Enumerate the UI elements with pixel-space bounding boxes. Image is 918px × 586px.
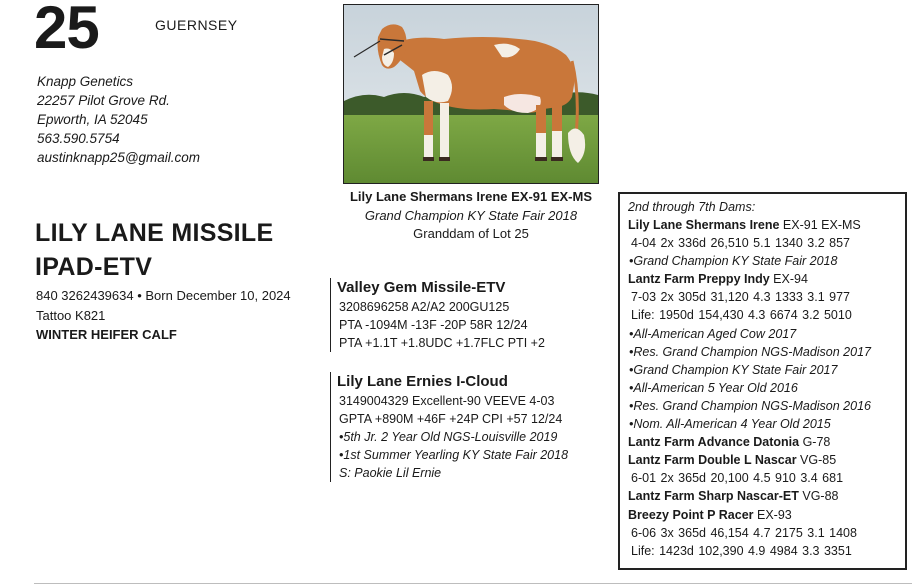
dam-entry [628,487,897,505]
photo-caption-name: Lily Lane Shermans Irene EX-91 EX-MS [349,189,593,204]
dam-name: Lily Lane Ernies I-Cloud [337,373,508,390]
consignor-email: austinknapp25@gmail.com [37,150,201,165]
dam-record: 4-04 2x 336d 26,510 5.1 1340 3.2 857 [631,236,850,251]
cow-photo [343,4,599,184]
consignor-address-line-2: Epworth, IA 52045 [37,112,148,127]
dam-award: •5th Jr. 2 Year Old NGS-Louisville 2019 [339,430,558,444]
dam-entry-score: EX-93 [753,507,792,522]
dam-block [330,372,568,482]
lot-number: 25 [34,0,99,61]
dam-entry-score: VG-88 [798,489,839,504]
animal-name-line-1: LILY LANE MISSILE [35,219,274,247]
dam-record: Life: 1950d 154,430 4.3 6674 3.2 5010 [631,308,852,323]
dam-entry-name: Lantz Farm Advance Datonia [628,435,800,450]
dam-entry [628,270,897,288]
cow-photo-icon [344,5,598,183]
extended-dams-box [618,192,907,570]
dam-record: Life: 1423d 102,390 4.9 4984 3.3 3351 [631,543,852,558]
dams-heading: 2nd through 7th Dams: [628,200,756,214]
dam-award: •Grand Champion KY State Fair 2017 [629,362,838,377]
breed-label: GUERNSEY [155,17,238,33]
tattoo: Tattoo K821 [36,307,106,323]
dam-entry-name: Breezy Point P Racer [628,507,754,522]
consignor-phone: 563.590.5754 [37,131,120,146]
consignor-block [37,72,200,167]
dam-entry-score: EX-91 EX-MS [779,218,861,232]
dam-sire: S: Paokie Lil Ernie [339,466,442,480]
photo-caption [330,188,612,244]
dam-award: •Res. Grand Champion NGS-Madison 2017 [629,344,871,359]
animal-name [35,216,315,284]
consignor-name: Knapp Genetics [37,74,134,89]
dam-award: •All-American Aged Cow 2017 [629,326,797,341]
dam-record: 6-01 2x 365d 20,100 4.5 910 3.4 681 [631,471,844,486]
dam-award: •Nom. All-American 4 Year Old 2015 [629,417,831,432]
dam-entry-name: Lantz Farm Double L Nascar [628,453,797,468]
animal-details [36,286,291,345]
dam-entry [628,451,897,469]
animal-name-line-2: IPAD-ETV [35,253,153,281]
registration-and-birthdate: 840 3262439634 • Born December 10, 2024 [36,288,291,303]
dam-entry-name: Lantz Farm Sharp Nascar-ET [628,489,799,504]
dam-award: •All-American 5 Year Old 2016 [629,380,798,395]
dam-entry-score: EX-94 [769,272,808,287]
dam-record: 7-03 2x 305d 31,120 4.3 1333 3.1 977 [631,290,850,305]
sire-line: PTA -1094M -13F -20P 58R 12/24 [339,318,528,332]
sire-name: Valley Gem Missile-ETV [337,279,506,296]
class-label: WINTER HEIFER CALF [36,327,177,342]
dam-award: •Res. Grand Champion NGS-Madison 2016 [629,398,871,413]
photo-caption-award: Grand Champion KY State Fair 2018 [364,207,578,223]
photo-caption-relation: Granddam of Lot 25 [413,226,529,241]
dam-entry-score: VG-85 [796,453,837,468]
dam-record: 6-06 3x 365d 46,154 4.7 2175 3.1 1408 [631,525,857,540]
dam-line: GPTA +890M +46F +24P CPI +57 12/24 [339,412,563,426]
dam-award: •1st Summer Yearling KY State Fair 2018 [339,448,569,462]
dam-entry-score: G-78 [799,435,831,450]
dam-entry [628,433,897,451]
dam-entry-name: Lily Lane Shermans Irene [628,218,780,232]
sire-line: 3208696258 A2/A2 200GU125 [339,300,510,314]
dam-entry-name: Lantz Farm Preppy Indy [628,272,770,287]
dam-entry [628,216,897,234]
consignor-address-line-1: 22257 Pilot Grove Rd. [37,93,170,108]
dams-list [628,216,897,560]
dam-entry [628,506,897,524]
dam-line: 3149004329 Excellent-90 VEEVE 4-03 [339,394,555,408]
dam-award: •Grand Champion KY State Fair 2018 [629,254,838,269]
sire-block [330,278,545,352]
sire-line: PTA +1.1T +1.8UDC +1.7FLC PTI +2 [339,336,545,350]
bottom-divider [34,583,912,584]
